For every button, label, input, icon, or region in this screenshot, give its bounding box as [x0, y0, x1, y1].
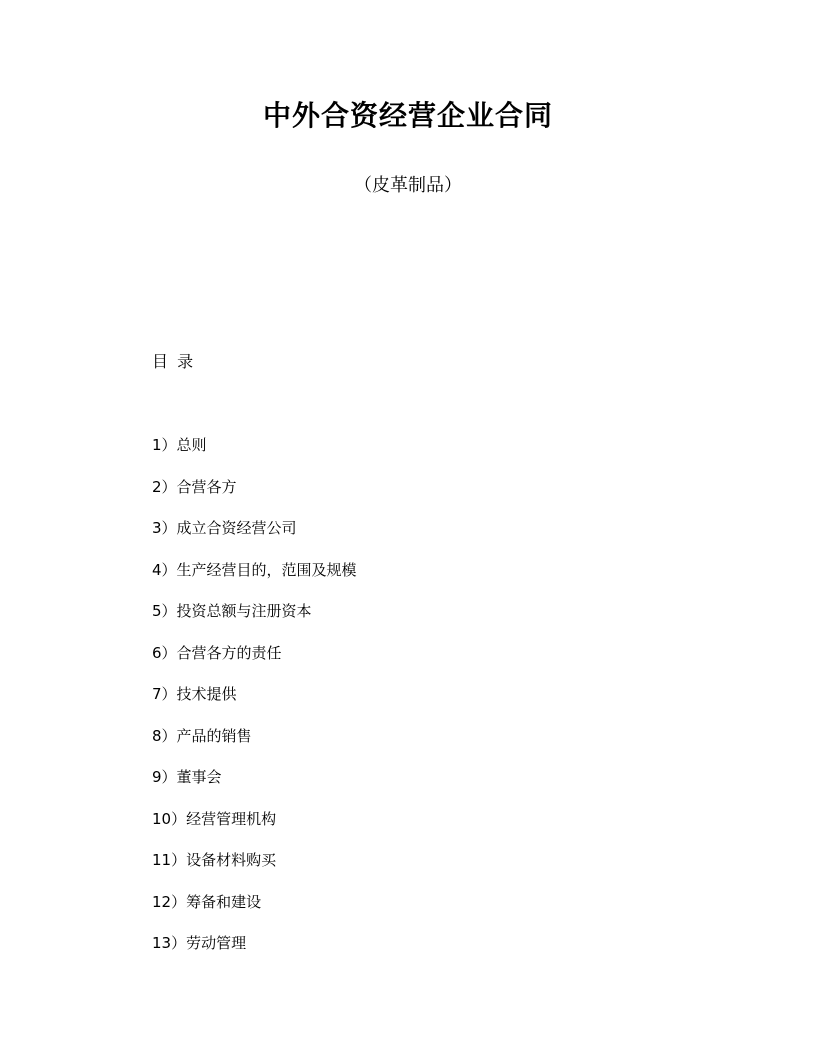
document-title: 中外合资经营企业合同: [262, 99, 553, 132]
toc-item: 10）经营管理机构: [152, 809, 277, 828]
toc-item: 12）筹备和建设: [152, 892, 262, 911]
toc-item: 4）生产经营目的，范围及规模: [152, 560, 357, 579]
toc-item: 8）产品的销售: [152, 726, 252, 745]
toc-item: 5）投资总额与注册资本: [152, 602, 312, 620]
toc-item: 2）合营各方: [152, 477, 237, 496]
toc-item: 3）成立合资经营公司: [152, 519, 297, 537]
document-subtitle: （皮革制品）: [354, 175, 462, 196]
toc-item: 11）设备材料购买: [152, 851, 277, 869]
toc-item: 13）劳动管理: [152, 934, 247, 952]
toc-item: 7）技术提供: [152, 685, 237, 703]
toc-item: 6）合营各方的责任: [152, 643, 282, 662]
toc-heading: 目 录: [152, 352, 196, 371]
toc-item: 1）总则: [152, 436, 207, 454]
toc-list: [152, 432, 357, 972]
toc-item: 9）董事会: [152, 768, 222, 786]
